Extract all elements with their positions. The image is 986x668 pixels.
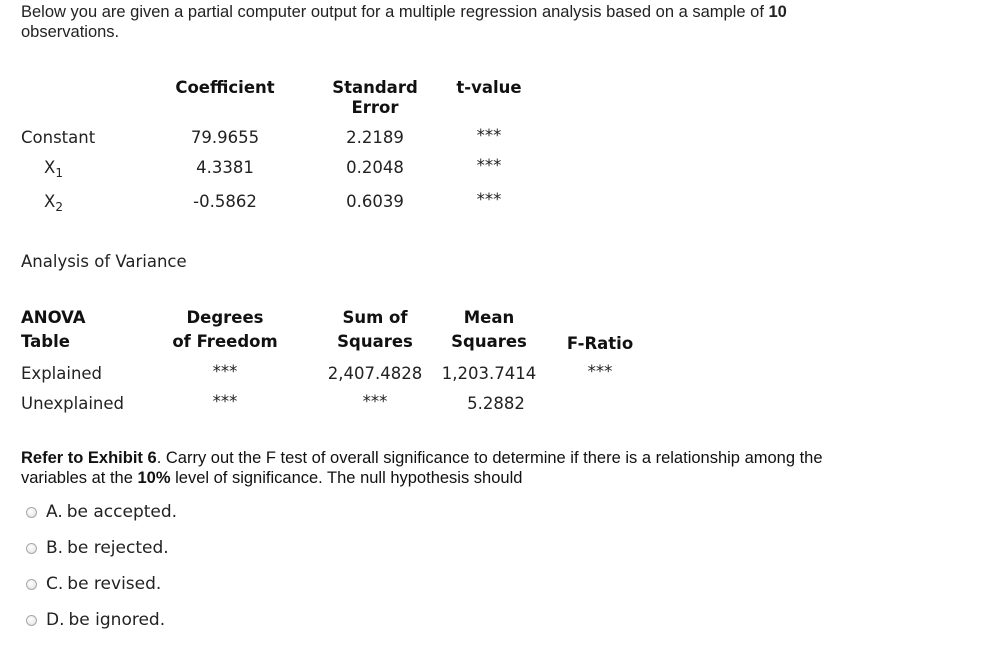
coefficient-x2: -0.5862 — [193, 192, 257, 211]
f-ratio-header: F-Ratio — [566, 334, 634, 353]
x1-subscript: 1 — [55, 166, 63, 180]
sample-size: 10 — [768, 3, 787, 21]
std-error-constant: 2.2189 — [346, 128, 404, 147]
significance-level: 10% — [137, 469, 171, 487]
ms-explained: 1,203.7414 — [441, 364, 537, 383]
coefficient-constant: 79.9655 — [190, 128, 260, 147]
t-value-constant: *** — [476, 126, 502, 145]
std-error-header-line1: Standard — [332, 78, 418, 97]
option-c-letter: C. — [46, 574, 64, 594]
df-explained: *** — [212, 362, 238, 381]
refer-exhibit: Refer to Exhibit 6 — [21, 449, 157, 467]
option-d[interactable] — [26, 610, 165, 630]
ss-header-line2: Squares — [337, 332, 413, 351]
question-line1: . Carry out the F test of overall significance to determine if there is a relationship among the — [156, 449, 823, 467]
option-a-text: be accepted. — [66, 502, 178, 522]
option-d-letter: D. — [46, 610, 65, 630]
ms-header-line1: Mean — [463, 308, 515, 327]
row-label-x1: $X_1$ — [44, 158, 63, 180]
option-b-letter: B. — [46, 538, 64, 558]
ss-header-line1: Sum of — [342, 308, 408, 327]
ss-unexplained: *** — [362, 392, 388, 411]
coefficient-header: Coefficient — [175, 78, 275, 97]
df-unexplained: *** — [212, 392, 238, 411]
option-b-text: be rejected. — [67, 538, 169, 558]
t-value-header: t-value — [456, 78, 522, 97]
option-d-text: be ignored. — [68, 610, 166, 630]
question-line2-suffix: level of significance. The null hypothesis should — [170, 469, 523, 487]
radio-icon[interactable] — [26, 543, 37, 554]
question-line2-prefix: variables at the — [21, 469, 138, 487]
t-value-x2: *** — [476, 190, 502, 209]
radio-icon[interactable] — [26, 507, 37, 518]
anova-table-header-line2: Table — [21, 332, 70, 351]
option-c-text: be revised. — [67, 574, 162, 594]
option-a-letter: A. — [46, 502, 63, 522]
coefficient-x1: 4.3381 — [196, 158, 254, 177]
df-header-line2: of Freedom — [172, 332, 278, 351]
anova-row-label-unexplained: Unexplained — [21, 394, 124, 413]
anova-row-label-explained: Explained — [21, 364, 103, 383]
intro-line1: Below you are given a partial computer output for a multiple regression analysis based on a sample of — [21, 3, 769, 21]
t-value-x1: *** — [476, 156, 502, 175]
radio-icon[interactable] — [26, 579, 37, 590]
std-error-x1: 0.2048 — [346, 158, 404, 177]
question-text — [21, 448, 823, 488]
option-b[interactable] — [26, 538, 169, 558]
row-label-x2: $X_2$ — [44, 192, 63, 214]
anova-table-header-line1: ANOVA — [21, 308, 86, 327]
ms-unexplained: 5.2882 — [467, 394, 525, 413]
option-a[interactable] — [26, 502, 177, 522]
row-label-constant: Constant — [21, 128, 96, 147]
x2-subscript: 2 — [55, 200, 63, 214]
df-header-line1: Degrees — [186, 308, 264, 327]
intro-line2: observations. — [21, 23, 120, 41]
anova-section-title: Analysis of Variance — [21, 252, 187, 271]
ss-explained: 2,407.4828 — [327, 364, 423, 383]
f-explained: *** — [587, 362, 613, 381]
std-error-x2: 0.6039 — [346, 192, 404, 211]
ms-header-line2: Squares — [451, 332, 527, 351]
option-c[interactable] — [26, 574, 161, 594]
std-error-header-line2: Error — [351, 98, 399, 117]
intro-text — [21, 2, 787, 42]
radio-icon[interactable] — [26, 615, 37, 626]
